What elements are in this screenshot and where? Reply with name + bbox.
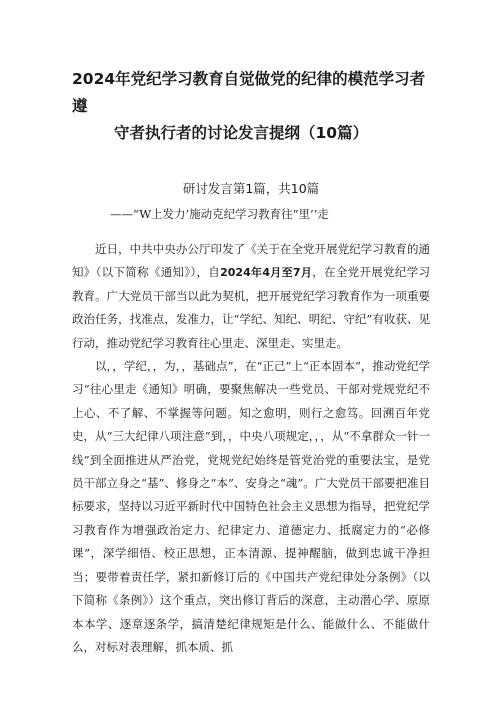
title-line-1: 2024年党纪学习教育自觉做党的纪律的模范学习者遵 xyxy=(72,70,426,115)
paragraph-1 xyxy=(72,238,430,355)
paragraph-1-text-b: ，在全党开展党纪学习教育。广大党员干部当以此为契机，把开展党纪学习教育作为一项重要政治任务，找准点，发准力，让“学纪、知纪、明纪、守纪”有收获、见行动，推动党纪学习教育往心里走、深里走、实里走。 xyxy=(72,265,431,350)
title-line-2: 守者执行者的讨论发言提纲（10篇） xyxy=(114,124,369,142)
document-title xyxy=(72,0,430,147)
section-theme: ——“W上发力’施动克纪学习教育往“里’’走 xyxy=(110,207,329,221)
document-body xyxy=(72,238,430,659)
paragraph-2 xyxy=(72,355,430,659)
section-subtitle: 研讨发言第1篇，共10篇 xyxy=(182,181,320,196)
paragraph-1-text-a: 近日，中共中央办公厅印发了《关于在全党开展党纪学习教育的通知》（以下简称《通知》），自 xyxy=(72,242,430,280)
paragraph-2-text: 以，，学纪，，为，，基础点”，在“正己”上“正本固本”，推动党纪学习“往心里走《通知》明确，要聚焦解决一些党员、干部对党规党纪不上心、不了解、不掌握等问题。知之愈明，则行之愈笃。回溯百年党史，从“三大纪律八项注意”到，，中央八项规定，，，从“不拿群众一针一线”到全面推进从严治党，党规党纪始终是管党治党的重要法宝，是党员干部立身之“基”、修身之“本”、安身之“魂”。广大党员干部要把准目标要求，坚持以习近平新时代中国特色社会主义思想为指导，把党纪学习教育作为增强政治定力、纪律定力、道德定力、抵腐定力的“必修课”，深学细悟、校正思想，正本清源、提神醒脑，做到忠诚干净担当；要带着责任学，紧扣新修订后的《中国共产党纪律处分条例》（以下简称《条例》）这个重点，突出修订背后的深意，主动潜心学、原原本本学、逐章逐条学，搞清楚纪律规矩是什么、能做什么、不能做什么，对标对表理解，抓本质、抓 xyxy=(72,359,430,654)
paragraph-1-date: 2024年4月至7月 xyxy=(220,266,313,280)
